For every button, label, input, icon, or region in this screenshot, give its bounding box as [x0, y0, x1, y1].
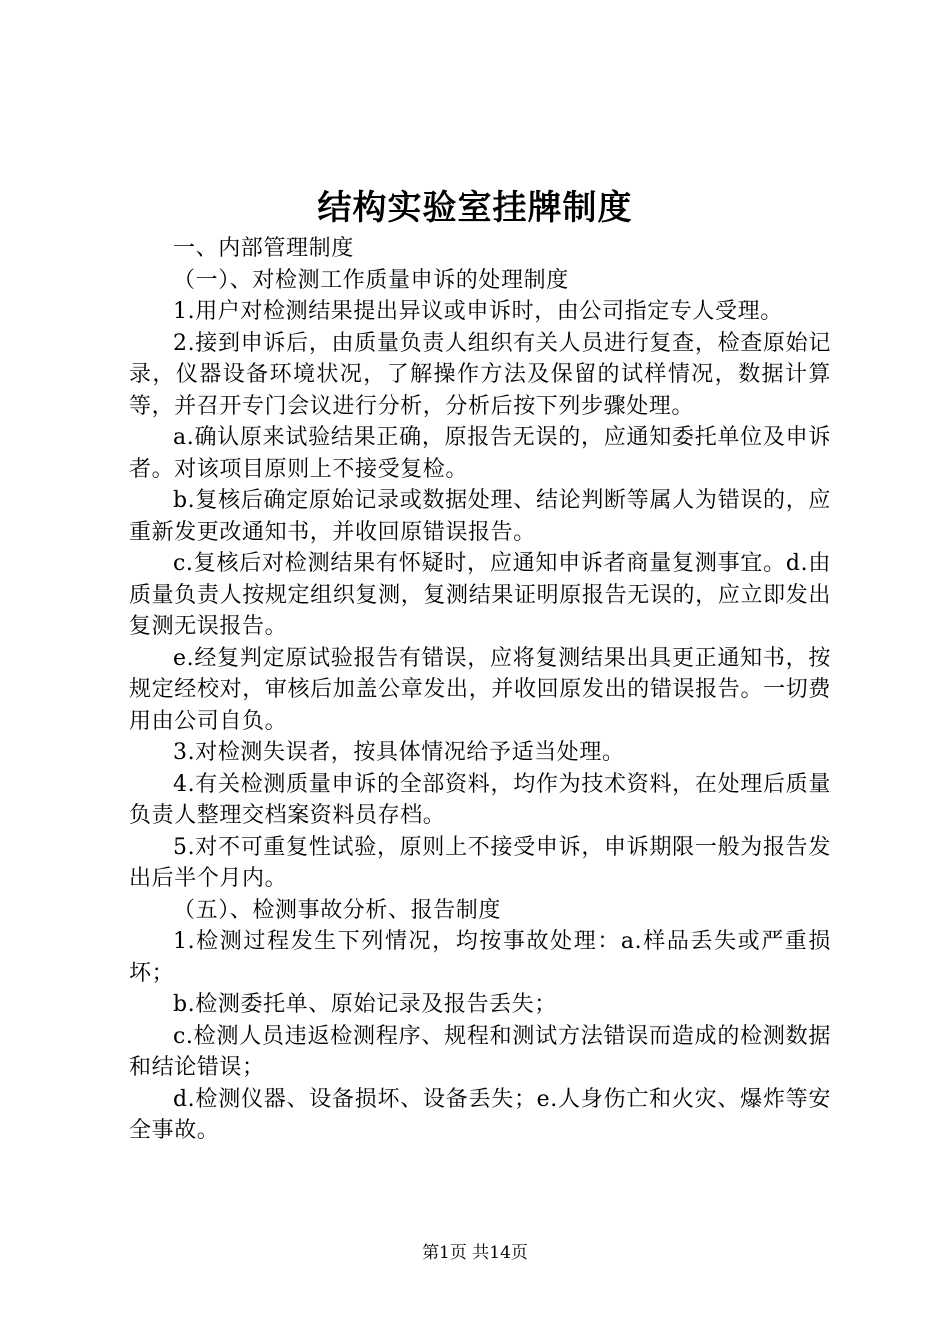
- paragraph: 4.有关检测质量申诉的全部资料，均作为技术资料，在处理后质量负责人整理交档案资料员存档。: [129, 771, 831, 828]
- subsection-heading: （一）、对检测工作质量申诉的处理制度: [173, 267, 569, 293]
- paragraph: 5.对不可重复性试验，原则上不接受申诉，申诉期限一般为报告发出后半个月内。: [129, 834, 831, 891]
- subsection-heading: （五）、检测事故分析、报告制度: [173, 897, 502, 923]
- page-title: 结构实验室挂牌制度: [317, 188, 633, 228]
- section-heading: 一、内部管理制度: [173, 236, 354, 261]
- paragraph: 1.用户对检测结果提出异议或申诉时，由公司指定专人受理。: [173, 299, 783, 324]
- paragraph: b.检测委托单、原始记录及报告丢失；: [173, 992, 557, 1017]
- page-number-footer: 第1页 共14页: [422, 1243, 528, 1263]
- paragraph: b.复核后确定原始记录或数据处理、结论判断等属人为错误的，应重新发更改通知书，并收回原错误报告。: [129, 488, 831, 545]
- paragraph: 3.对检测失误者，按具体情况给予适当处理。: [173, 740, 625, 765]
- paragraph: c.检测人员违返检测程序、规程和测试方法错误而造成的检测数据和结论错误；: [129, 1023, 831, 1080]
- paragraph: 1.检测过程发生下列情况，均按事故处理：a.样品丢失或严重损坏；: [129, 929, 831, 986]
- paragraph: e.经复判定原试验报告有错误，应将复测结果出具更正通知书，按规定经校对，审核后加盖公章发出，并收回原发出的错误报告。一切费用由公司自负。: [129, 645, 831, 734]
- paragraph: c.复核后对检测结果有怀疑时，应通知申诉者商量复测事宜。d.由质量负责人按规定组织复测，复测结果证明原报告无误的，应立即发出复测无误报告。: [129, 551, 831, 639]
- document-body: [129, 233, 831, 1147]
- paragraph: a.确认原来试验结果正确，原报告无误的，应通知委托单位及申诉者。对该项目原则上不接受复检。: [129, 425, 831, 482]
- paragraph: 2.接到申诉后，由质量负责人组织有关人员进行复查，检查原始记录，仪器设备环境状况，了解操作方法及保留的试样情况，数据计算等，并召开专门会议进行分析，分析后按下列步骤处理。: [129, 330, 831, 419]
- paragraph: d.检测仪器、设备损坏、设备丢失；e.人身伤亡和火灾、爆炸等安全事故。: [129, 1086, 831, 1143]
